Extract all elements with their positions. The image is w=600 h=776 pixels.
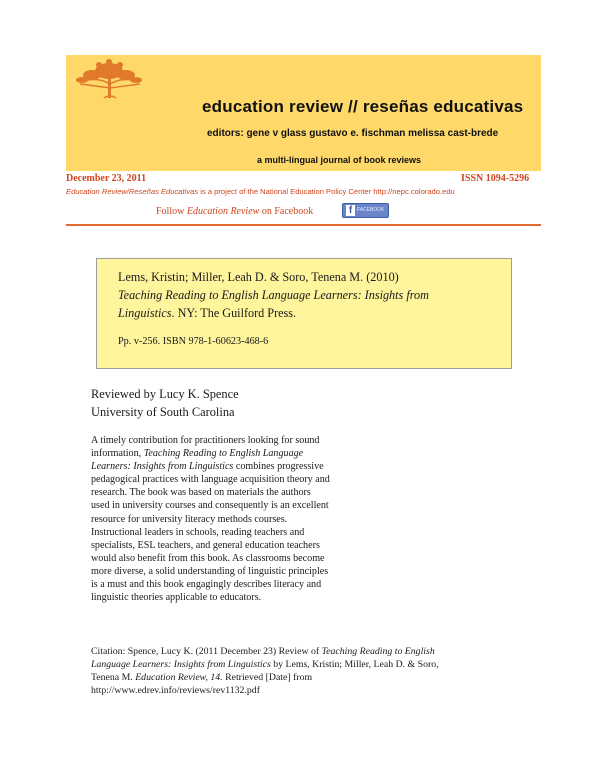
citation-line: [91, 658, 439, 671]
facebook-button-label: FACEBOOK: [357, 207, 385, 213]
review-line: Instructional leaders in schools, reading teachers and: [91, 526, 305, 538]
review-fragment: information,: [91, 448, 144, 460]
header-divider: [66, 224, 541, 226]
facebook-icon: f: [346, 205, 355, 216]
citation-block: [91, 645, 439, 697]
follow-post: on Facebook: [259, 206, 314, 217]
citation-fragment: Tenena M.: [91, 672, 136, 684]
review-line: more diverse, a solid understanding of linguistic principles: [91, 565, 329, 577]
citation-fragment: Retrieved [Date] from: [222, 672, 313, 684]
issn: ISSN 1094-5296: [461, 173, 530, 184]
citation-line: [91, 671, 439, 684]
book-publisher: . NY: The Guilford Press.: [171, 306, 297, 320]
project-text[interactable]: is a project of the National Education Policy Center http://nepc.colorado.edu: [198, 187, 455, 196]
review-line: used in university courses and consequently is an excellent: [91, 500, 329, 512]
reviewer-block: [91, 385, 239, 421]
book-title-line2: [118, 306, 296, 321]
journal-tagline: a multi-lingual journal of book reviews: [257, 155, 422, 165]
citation-line: [91, 645, 439, 658]
citation-fragment: Citation: Spence, Lucy K. (2011 December 23) Review of: [91, 646, 322, 657]
book-citation-box: [96, 258, 512, 369]
book-details: Pp. v-256. ISBN 978-1-60623-468-6: [118, 336, 269, 347]
tree-of-knowledge-logo: [74, 58, 146, 100]
review-line: pedagogical practices with language acquisition theory and: [91, 474, 330, 486]
project-note: [66, 187, 455, 196]
review-book-title: Learners: Insights from Linguistics: [91, 461, 234, 473]
follow-journal-name: Education Review: [186, 206, 260, 217]
review-line: resource for university literacy methods courses.: [91, 513, 288, 525]
book-title-end: Linguistics: [118, 306, 172, 320]
review-fragment: combines progressive: [233, 461, 324, 473]
issue-date: December 23, 2011: [66, 173, 147, 184]
review-line: [91, 447, 330, 460]
review-book-title: Teaching Reading to English Language: [143, 448, 304, 460]
review-line: would also benefit from this book. As classrooms become: [91, 552, 325, 564]
facebook-follow[interactable]: [156, 206, 313, 217]
review-line: [91, 460, 330, 473]
book-title-line1: Teaching Reading to English Language Learners: Insights from: [118, 288, 429, 302]
editors-line: editors: gene v glass gustavo e. fischman melissa cast-brede: [207, 128, 499, 139]
review-text: [91, 434, 330, 604]
book-authors: Lems, Kristin; Miller, Leah D. & Soro, Tenena M. (2010): [118, 270, 399, 284]
review-line: is a must and this book engagingly describes literacy and: [91, 579, 322, 591]
review-line: A timely contribution for practitioners looking for sound: [91, 435, 320, 446]
review-line: specialists, ESL teachers, and general education teachers: [91, 539, 320, 551]
logo-trunk: [108, 76, 111, 98]
follow-pre: Follow: [156, 206, 187, 217]
citation-book-title: Language Learners: Insights from Linguistics: [91, 659, 271, 671]
reviewer-name: Reviewed by Lucy K. Spence: [91, 387, 239, 401]
review-line: linguistic theories applicable to educators.: [91, 592, 262, 604]
review-line: research. The book was based on materials the authors: [91, 487, 311, 499]
facebook-button[interactable]: [342, 203, 389, 218]
citation-url[interactable]: http://www.edrev.info/reviews/rev1132.pdf: [91, 685, 260, 697]
journal-title: education review // reseñas educativas: [202, 97, 524, 116]
citation-book-title: Teaching Reading to English: [321, 646, 435, 657]
citation-journal: Education Review, 14.: [135, 672, 223, 684]
project-journal-name: Education Review/Reseñas Educativas: [66, 187, 199, 196]
citation-fragment: by Lems, Kristin; Miller, Leah D. & Soro,: [270, 659, 439, 671]
reviewer-affiliation: University of South Carolina: [91, 405, 235, 419]
